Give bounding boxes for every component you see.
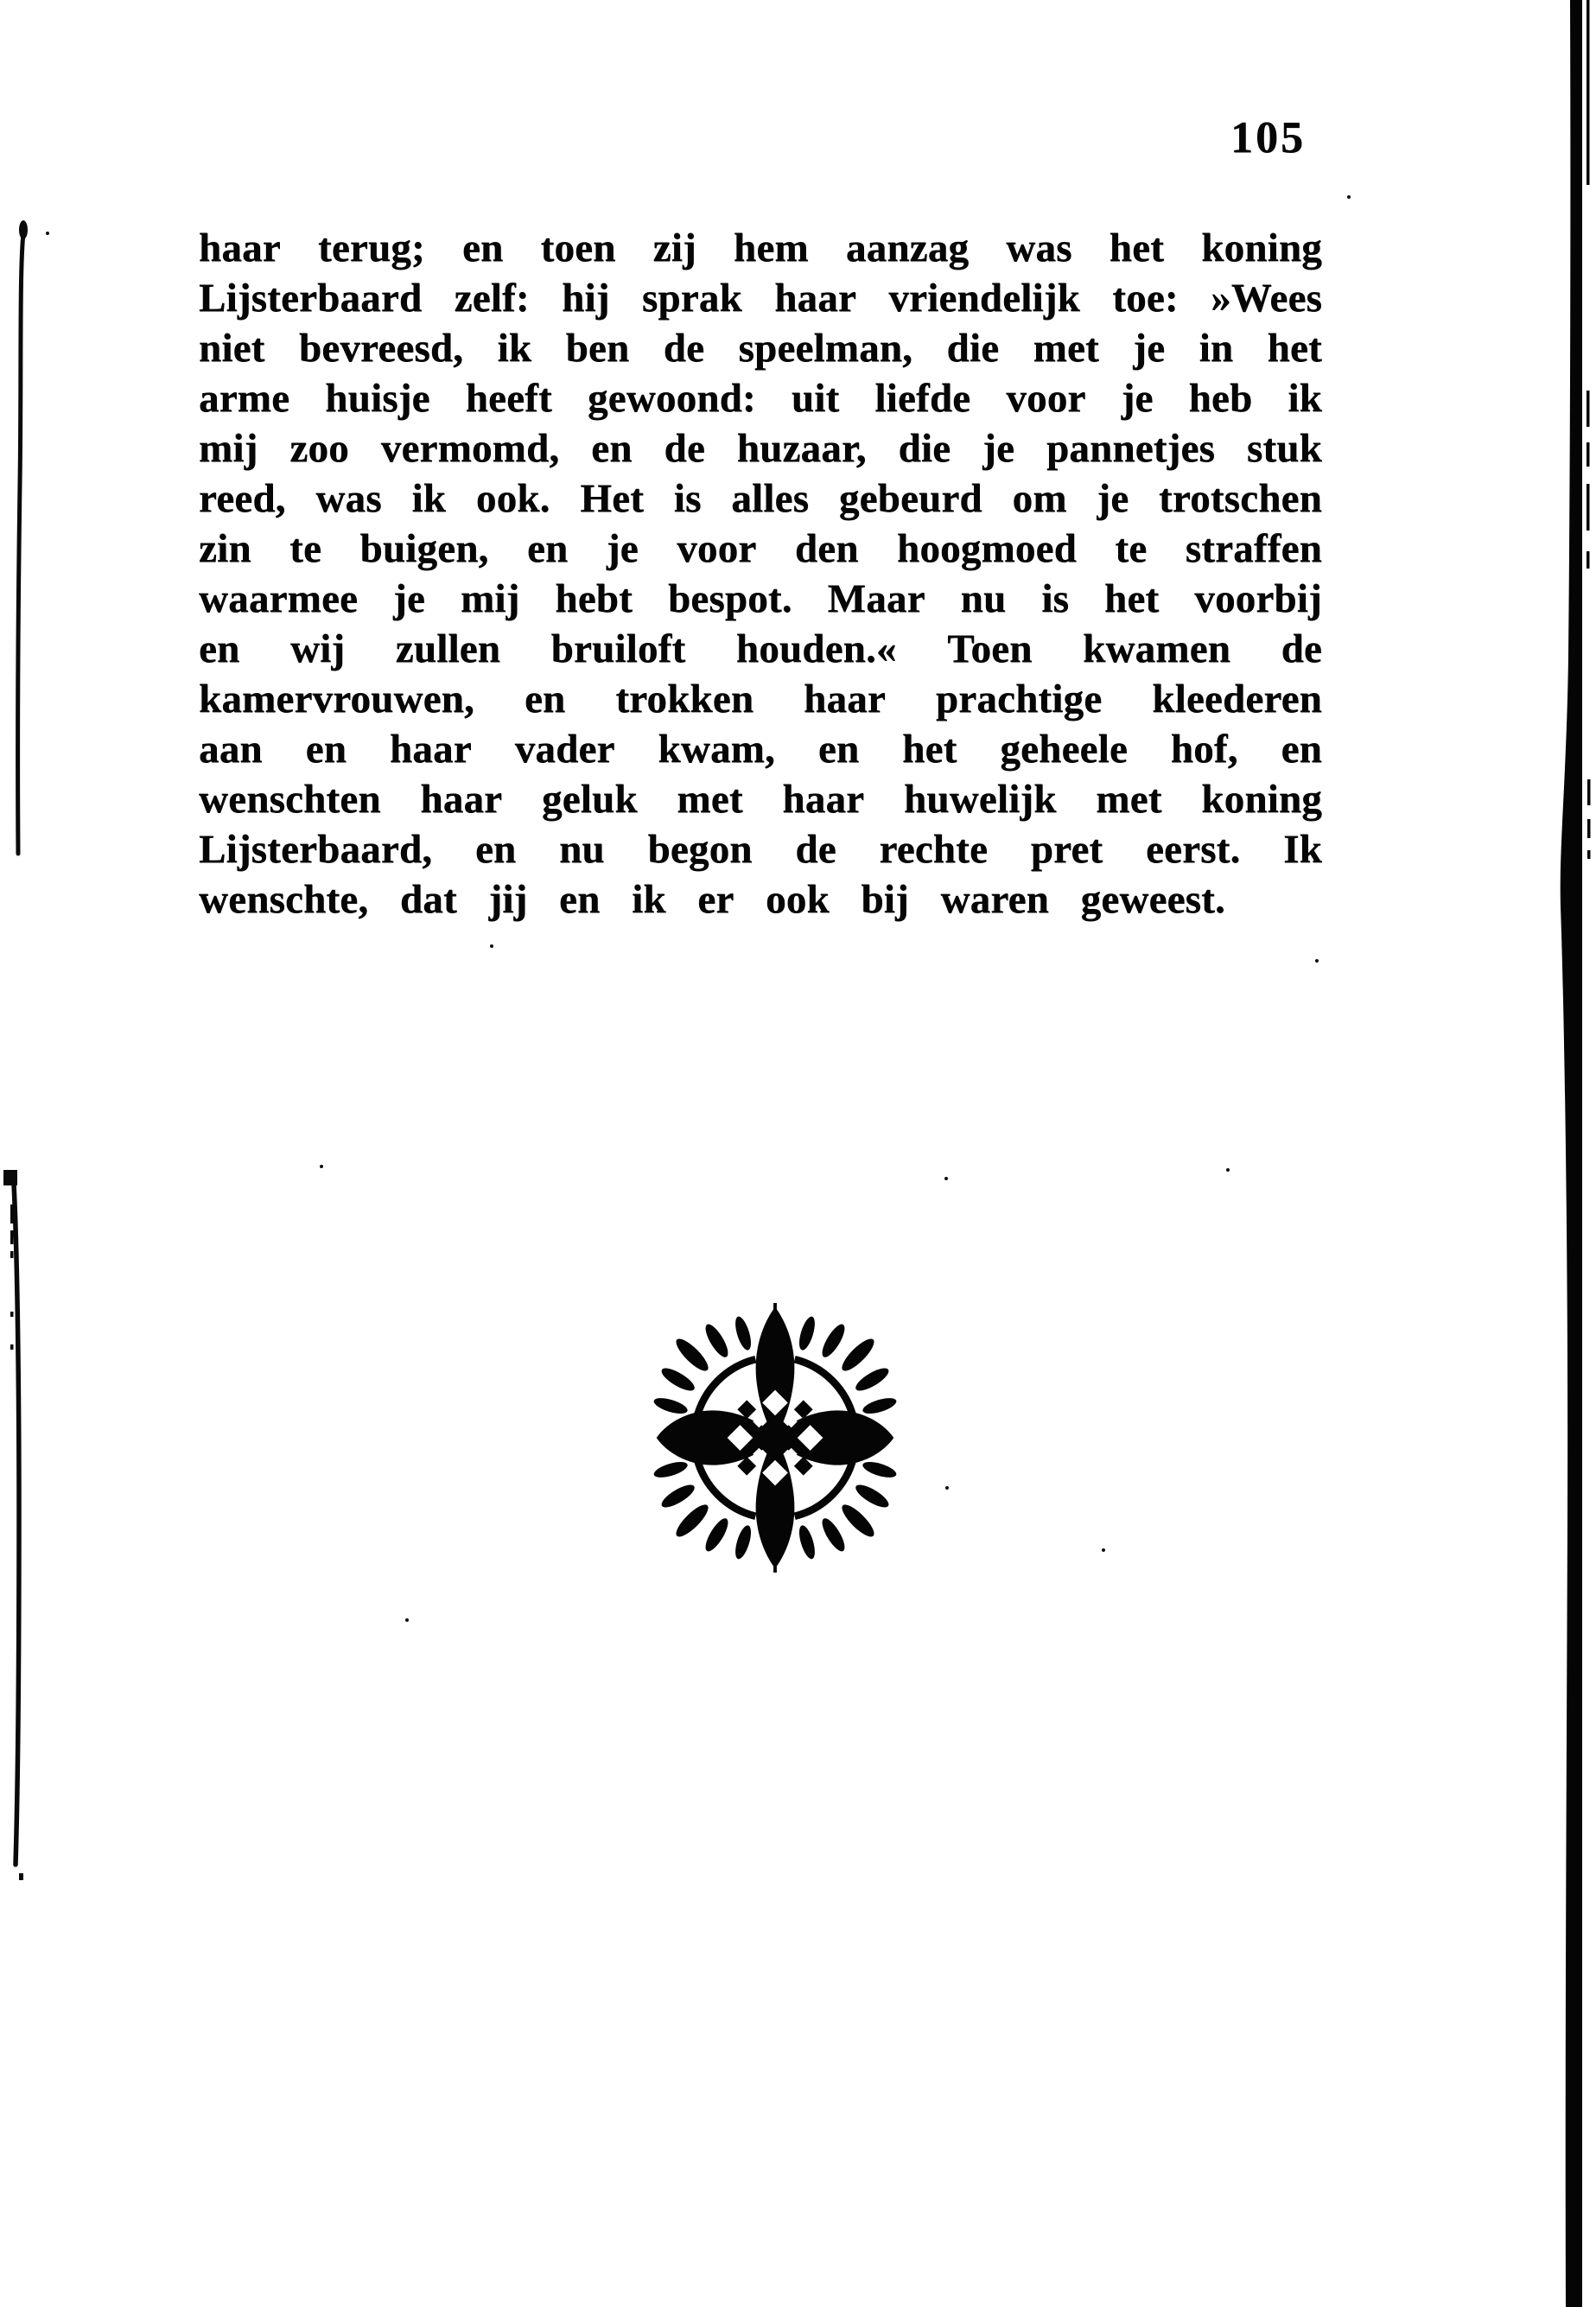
text-line-11: aan en haar vader kwam, en het geheele hof, en [199, 727, 1322, 772]
dust-speck [490, 944, 493, 948]
text-line-10: kamervrouwen, en trokken haar prachtige kleederen [199, 677, 1322, 721]
body-text-paragraph [199, 223, 1322, 925]
text-line-12: wenschten haar geluk met haar huwelijk met koning [199, 777, 1322, 822]
text-line-9: en wij zullen bruiloft houden.« Toen kwamen de [199, 626, 1322, 671]
text-line-2: Lijsterbaard zelf: hij sprak haar vriendelijk toe: »Wees [199, 276, 1322, 321]
text-line-14: wenschte, dat jij en ik er ook bij waren geweest. [199, 877, 1225, 922]
text-line-5: mij zoo vermomd, en de huzaar, die je pannetjes stuk [199, 426, 1322, 471]
dust-speck [405, 1618, 409, 1622]
text-line-8: waarmee je mij hebt bespot. Maar nu is het voorbij [199, 576, 1322, 621]
dust-speck [1315, 959, 1319, 963]
page-number: 105 [1230, 113, 1306, 162]
text-line-4: arme huisje heeft gewoond: uit liefde voor je heb ik [199, 376, 1322, 421]
dust-speck [46, 232, 49, 235]
text-line-3: niet bevreesd, ik ben de speelman, die met je in het [199, 326, 1322, 371]
text-line-13: Lijsterbaard, en nu begon de rechte pret eerst. Ik [199, 827, 1322, 872]
fleuron-ornament-icon [640, 1301, 910, 1574]
text-line-6: reed, was ik ook. Het is alles gebeurd om je trotschen [199, 476, 1322, 521]
dust-speck [1102, 1548, 1105, 1552]
dust-speck [320, 1165, 323, 1168]
dust-speck [1226, 1168, 1230, 1172]
dust-speck [944, 1177, 948, 1180]
dust-speck [945, 1486, 949, 1490]
dust-speck [1347, 195, 1351, 199]
text-line-1: haar terug; en toen zij hem aanzag was het koning [199, 226, 1322, 270]
left-margin-line-artifact [3, 220, 28, 1880]
text-line-7: zin te buigen, en je voor den hoogmoed te straffen [199, 526, 1322, 571]
right-gutter-bar-artifact [1561, 0, 1591, 2307]
